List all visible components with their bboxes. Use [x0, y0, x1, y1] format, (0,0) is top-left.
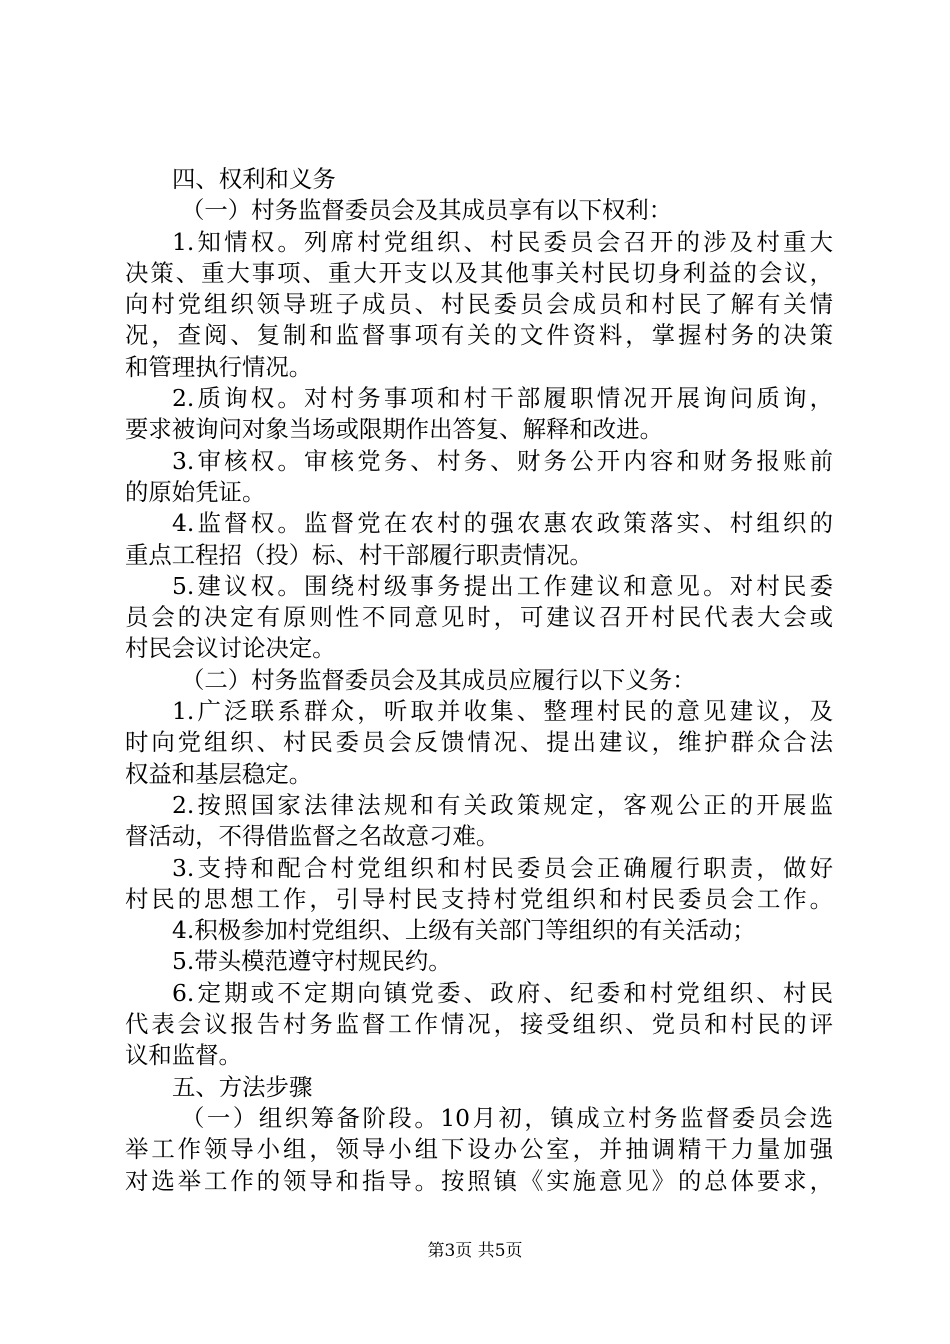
- paragraph-line: 和管理执行情况。: [125, 352, 313, 381]
- page-number: 第3页 共5页: [427, 1241, 523, 1261]
- paragraph-line: 5.建议权。围绕村级事务提出工作建议和意见。对村民委: [172, 571, 833, 600]
- paragraph-line: 2.质询权。对村务事项和村干部履职情况开展询问质询，: [172, 384, 833, 413]
- paragraph-line: （一）组织筹备阶段。10月初，镇成立村务监督委员会选: [181, 1103, 833, 1132]
- paragraph-line: 权益和基层稳定。: [125, 759, 313, 788]
- paragraph-line: 的原始凭证。: [125, 477, 266, 506]
- paragraph-line: 3.支持和配合村党组织和村民委员会正确履行职责，做好: [172, 853, 833, 882]
- page-footer: [0, 1240, 950, 1262]
- subsection-heading: （二）村务监督委员会及其成员应履行以下义务：: [181, 665, 696, 694]
- section-heading: 五、方法步骤: [172, 1072, 313, 1101]
- paragraph-line: 议和监督。: [125, 1041, 242, 1070]
- paragraph-line: 重点工程招（投）标、村干部履行职责情况。: [125, 540, 593, 569]
- paragraph-line: 举工作领导小组，领导小组下设办公室，并抽调精干力量加强: [125, 1135, 833, 1164]
- paragraph-line: 督活动，不得借监督之名故意刁难。: [125, 822, 500, 851]
- subsection-heading: （一）村务监督委员会及其成员享有以下权利：: [181, 196, 673, 225]
- paragraph-line: 4.积极参加村党组织、上级有关部门等组织的有关活动；: [172, 916, 756, 945]
- paragraph-line: 1.知情权。列席村党组织、村民委员会召开的涉及村重大: [172, 227, 833, 256]
- paragraph-line: 村民会议讨论决定。: [125, 634, 336, 663]
- paragraph-line: 1.广泛联系群众，听取并收集、整理村民的意见建议，及: [172, 697, 833, 726]
- paragraph-line: 要求被询问对象当场或限期作出答复、解释和改进。: [125, 415, 663, 444]
- paragraph-line: 6.定期或不定期向镇党委、政府、纪委和村党组织、村民: [172, 978, 833, 1007]
- paragraph-line: 决策、重大事项、重大开支以及其他事关村民切身利益的会议，: [125, 258, 833, 287]
- paragraph-line: 代表会议报告村务监督工作情况，接受组织、党员和村民的评: [125, 1010, 833, 1039]
- paragraph-line: 5.带头模范遵守村规民约。: [172, 947, 452, 976]
- paragraph-line: 3.审核权。审核党务、村务、财务公开内容和财务报账前: [172, 446, 833, 475]
- paragraph-line: 对选举工作的领导和指导。按照镇《实施意见》的总体要求，: [125, 1166, 833, 1195]
- paragraph-line: 况，查阅、复制和监督事项有关的文件资料，掌握村务的决策: [125, 321, 833, 350]
- paragraph-line: 向村党组织领导班子成员、村民委员会成员和村民了解有关情: [125, 290, 833, 319]
- document-body: [125, 164, 833, 1197]
- section-heading: 四、权利和义务: [172, 165, 336, 193]
- paragraph-line: 时向党组织、村民委员会反馈情况、提出建议，维护群众合法: [125, 728, 833, 757]
- paragraph-line: 4.监督权。监督党在农村的强农惠农政策落实、村组织的: [172, 509, 833, 538]
- paragraph-line: 员会的决定有原则性不同意见时，可建议召开村民代表大会或: [125, 603, 833, 632]
- paragraph-line: 2.按照国家法律法规和有关政策规定，客观公正的开展监: [172, 790, 833, 819]
- paragraph-line: 村民的思想工作，引导村民支持村党组织和村民委员会工作。: [125, 884, 833, 913]
